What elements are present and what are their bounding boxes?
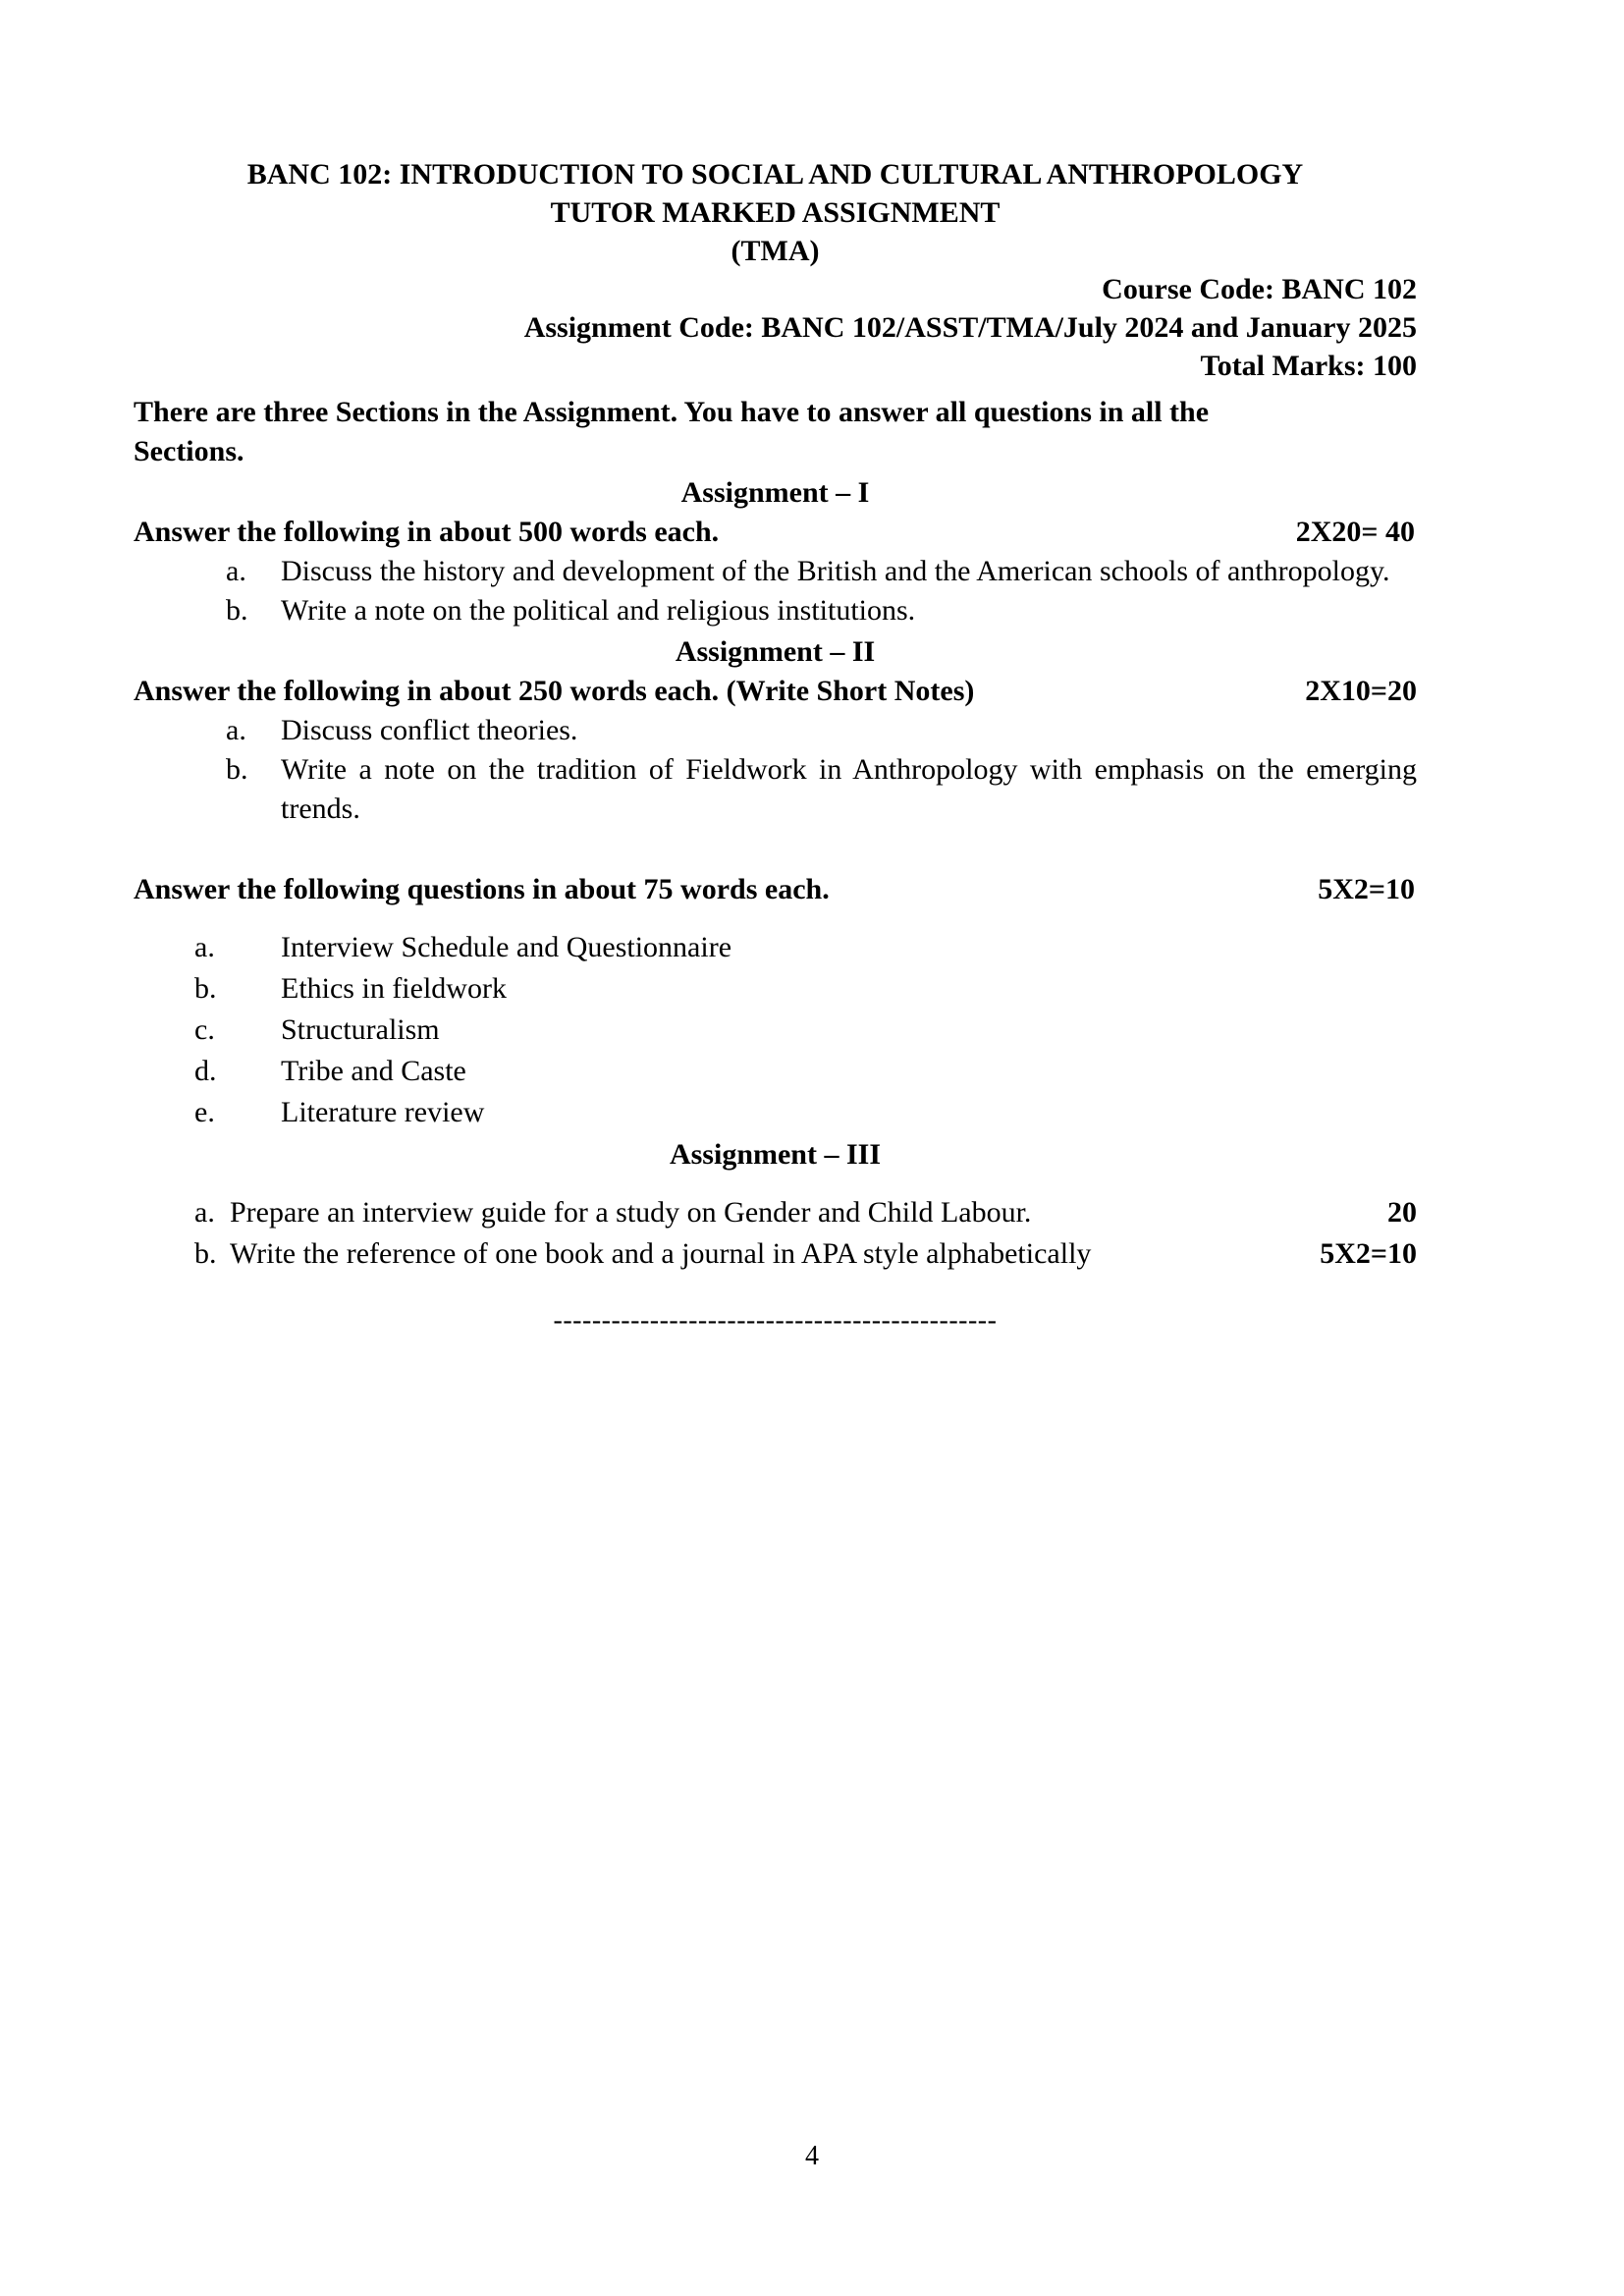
assignment-1-instruction [134, 513, 1417, 552]
question-text: Write a note on the tradition of Fieldwork in Anthropology with emphasis on the emerging trends. [281, 753, 1417, 825]
assignment-1-marks: 2X20= 40 [1295, 516, 1415, 548]
short-notes-item-d [134, 1051, 1417, 1092]
question-text: Prepare an interview guide for a study on Gender and Child Labour. [230, 1196, 1032, 1229]
assignment-1-instruction-text: Answer the following in about 500 words each. [134, 516, 720, 548]
question-text: Discuss the history and development of the British and the American schools of anthropology. [281, 555, 1390, 587]
spacer [134, 909, 1417, 927]
assignment-2-question-list [134, 711, 1417, 829]
assignment-2-instruction-text: Answer the following in about 250 words each. (Write Short Notes) [134, 675, 975, 707]
total-marks: Total Marks: 100 [1200, 350, 1417, 382]
short-notes-list [134, 927, 1417, 1133]
title-line-course: BANC 102: INTRODUCTION TO SOCIAL AND CULTURAL ANTHROPOLOGY [246, 158, 1304, 191]
list-item-marker: a. [194, 931, 215, 963]
short-notes-marks: 5X2=10 [1318, 873, 1415, 905]
question-marker: b. [226, 753, 248, 786]
assignment-3-question-list [134, 1192, 1417, 1275]
assignment-3-heading: Assignment – III [669, 1138, 882, 1171]
page-number: 4 [805, 2141, 819, 2171]
section-separator: ---------------------------------------------- [553, 1305, 998, 1336]
assignment-3-question-b [134, 1233, 1417, 1275]
assignment-2-question-b [134, 750, 1417, 829]
list-item-text: Interview Schedule and Questionnaire [281, 931, 732, 963]
assignment-1-question-list [134, 552, 1417, 630]
short-notes-instruction-text: Answer the following questions in about 75 words each. [134, 873, 830, 905]
list-item-marker: d. [194, 1055, 217, 1087]
assignment-2-heading: Assignment – II [675, 635, 876, 668]
assignment-3-question-b-marks: 5X2=10 [1320, 1237, 1417, 1270]
list-item-text: Structuralism [281, 1013, 440, 1046]
question-marker: b. [194, 1237, 217, 1270]
list-item-text: Ethics in fieldwork [281, 972, 507, 1005]
question-marker: a. [226, 714, 246, 746]
short-notes-item-e [134, 1092, 1417, 1133]
short-notes-instruction [134, 870, 1417, 909]
document-title-block [134, 155, 1417, 270]
short-notes-item-a [134, 927, 1417, 968]
title-line-tma-abbrev: (TMA) [731, 235, 820, 267]
question-text: Discuss conflict theories. [281, 714, 578, 746]
question-text: Write the reference of one book and a journal in APA style alphabetically [230, 1237, 1092, 1270]
question-marker: a. [194, 1196, 215, 1229]
spacer [134, 1175, 1417, 1192]
assignment-1-question-a [134, 552, 1417, 591]
list-item-marker: c. [194, 1013, 215, 1046]
title-line-tma: TUTOR MARKED ASSIGNMENT [550, 196, 1001, 229]
question-marker: a. [226, 555, 246, 587]
list-item-text: Literature review [281, 1096, 485, 1128]
spacer [134, 1275, 1417, 1304]
list-item-marker: e. [194, 1096, 215, 1128]
list-item-marker: b. [194, 972, 217, 1005]
intro-paragraph: There are three Sections in the Assignment. You have to answer all questions in all the Sections. [134, 396, 1210, 467]
course-code: Course Code: BANC 102 [1102, 273, 1417, 305]
assignment-2-instruction [134, 672, 1417, 711]
assignment-2-question-a [134, 711, 1417, 750]
assignment-3-question-a-marks: 20 [1387, 1196, 1417, 1229]
short-notes-item-b [134, 968, 1417, 1010]
short-notes-item-c [134, 1010, 1417, 1051]
assignment-code: Assignment Code: BANC 102/ASST/TMA/July 2024 and January 2025 [523, 311, 1417, 344]
document-content [134, 155, 1417, 1338]
list-item-text: Tribe and Caste [281, 1055, 466, 1087]
assignment-1-question-b [134, 591, 1417, 630]
question-marker: b. [226, 594, 248, 627]
question-text: Write a note on the political and religious institutions. [281, 594, 916, 627]
assignment-2-marks: 2X10=20 [1305, 675, 1417, 707]
assignment-3-question-a [134, 1192, 1417, 1233]
spacer [134, 829, 1417, 870]
course-meta-block [134, 270, 1417, 385]
assignment-1-heading: Assignment – I [680, 476, 870, 509]
